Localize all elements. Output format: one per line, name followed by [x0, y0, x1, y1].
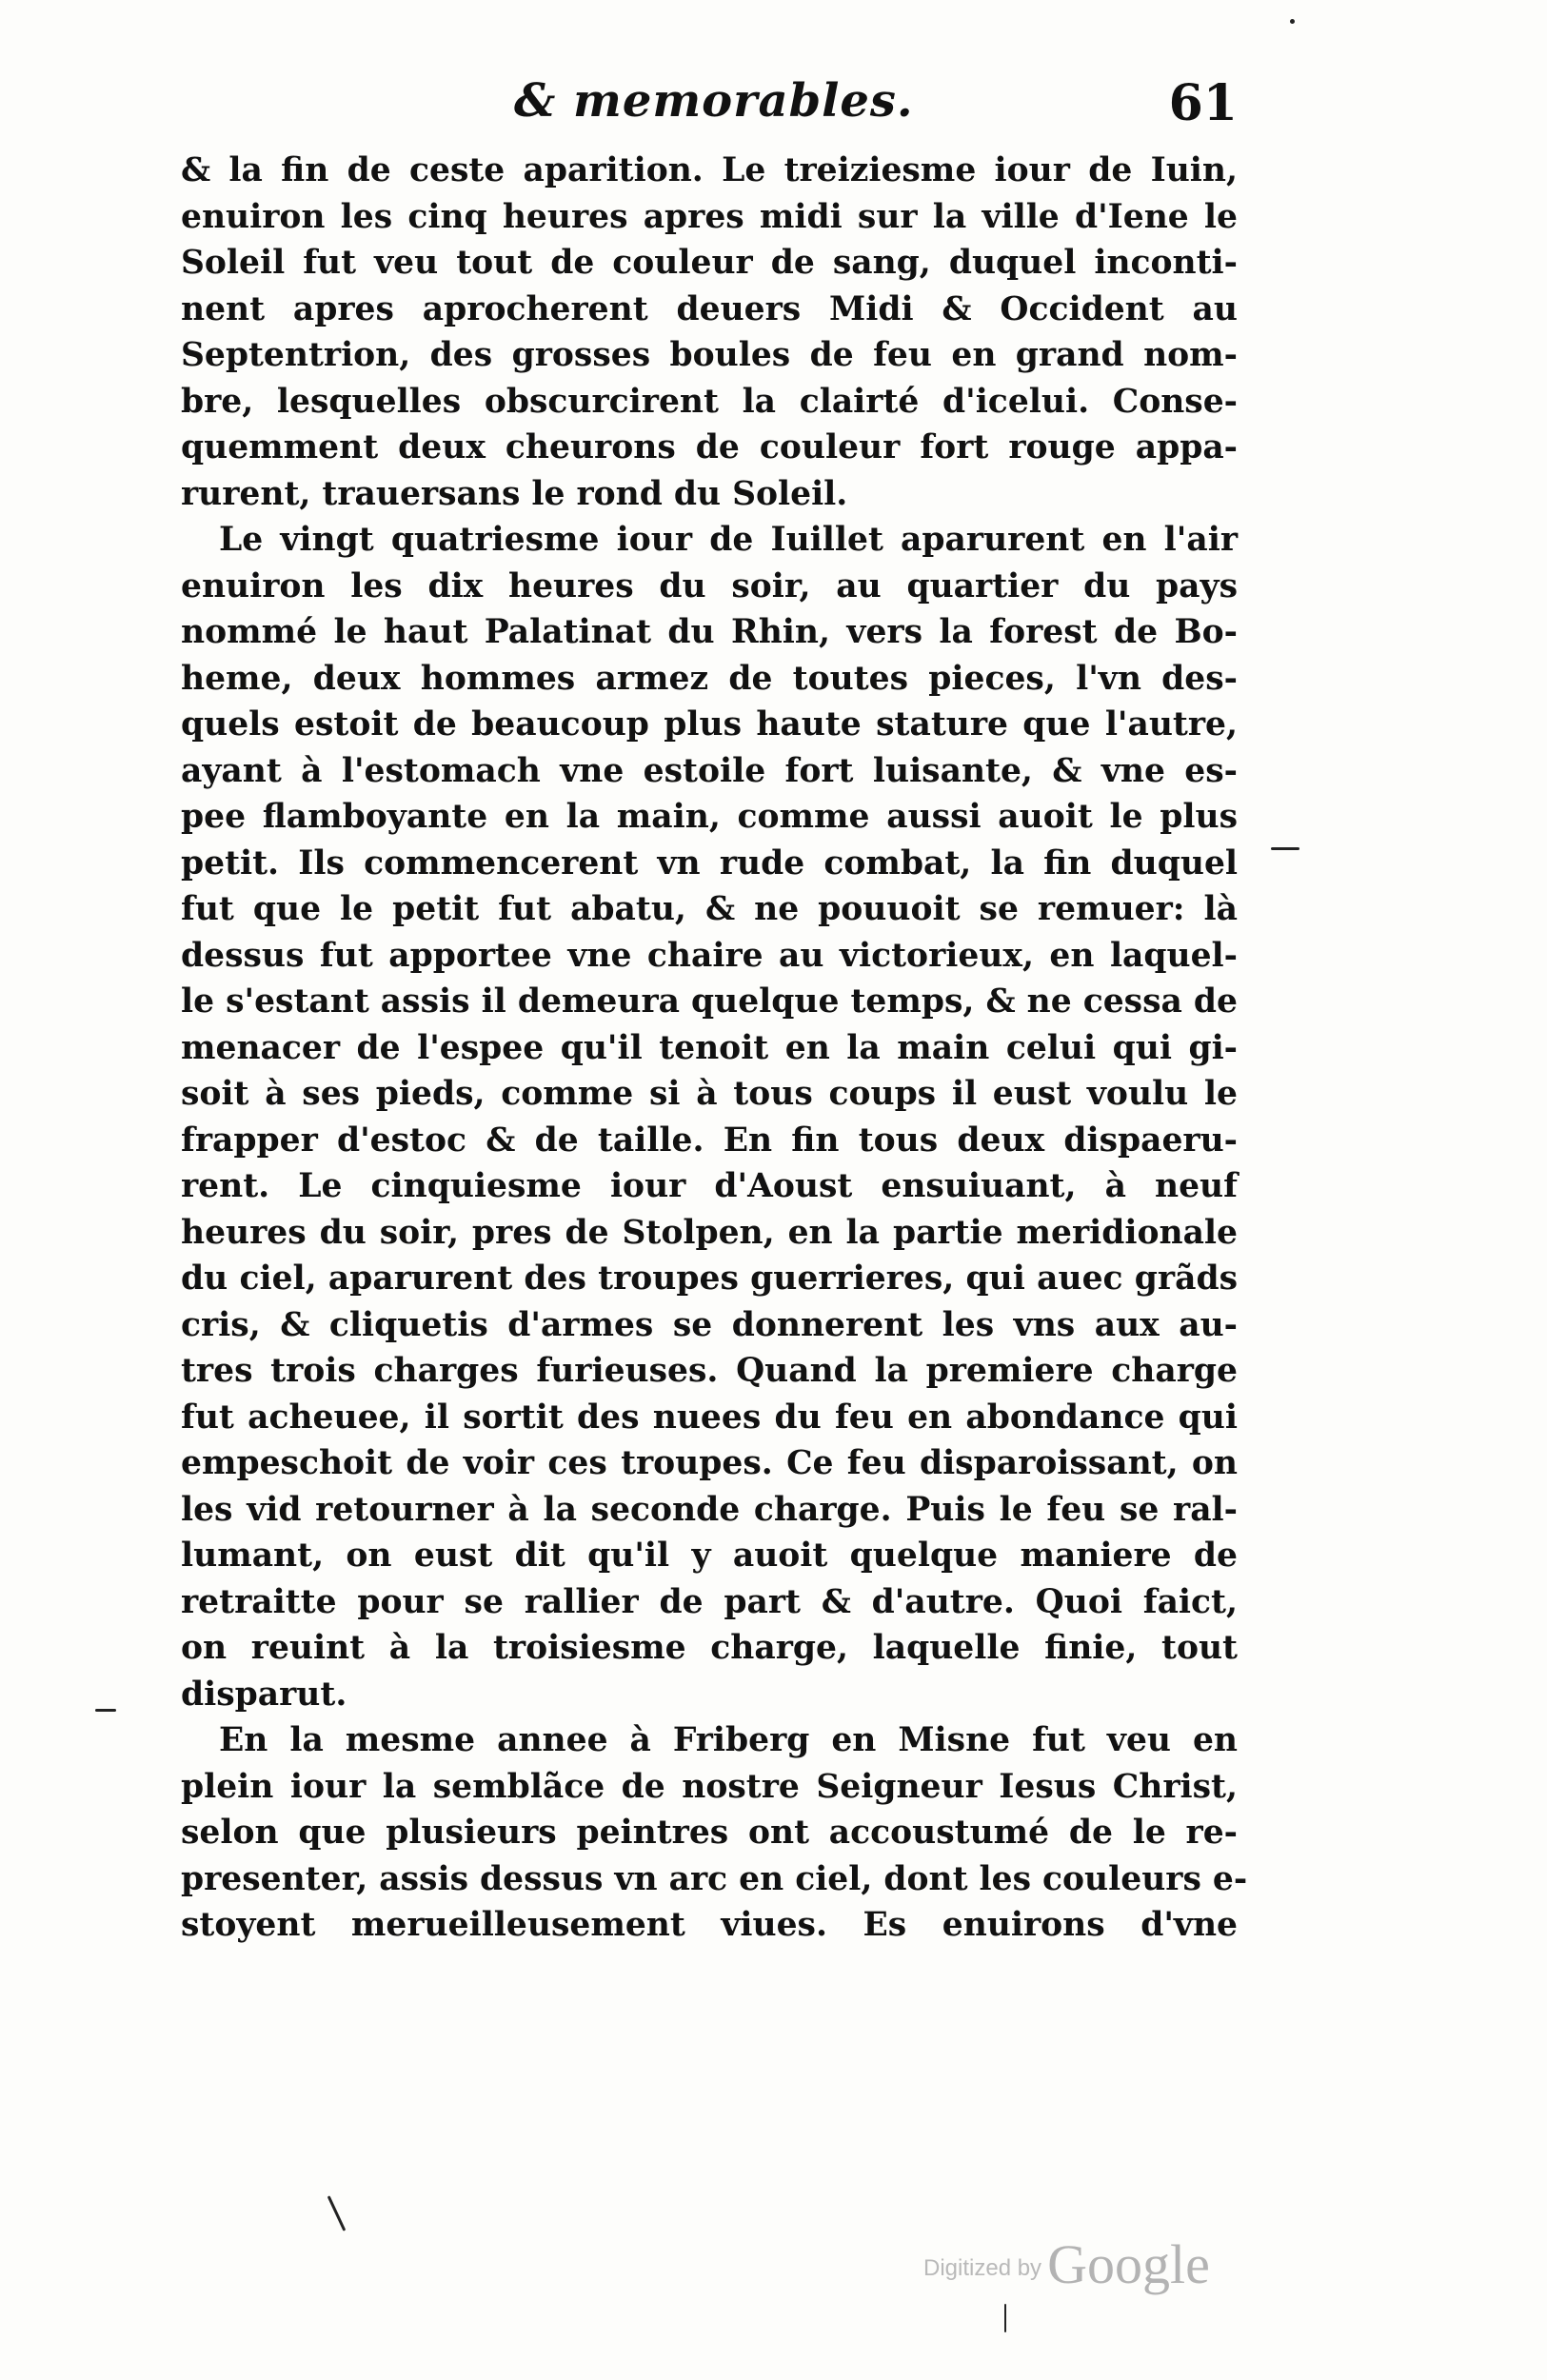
text-line: rurent, trauersans le rond du Soleil.: [181, 474, 848, 513]
text-line: dessus fut apportee vne chaire au victorieux, en laquel-: [181, 936, 1238, 975]
text-line: tres trois charges furieuses. Quand la premiere charge: [181, 1352, 1238, 1390]
text-line: du ciel, aparurent des troupes guerrieres, qui auec grãds: [181, 1259, 1238, 1298]
running-title: & memorables.: [514, 74, 914, 128]
text-line: Le vingt quatriesme iour de Iuillet aparurent en l'air: [219, 521, 1238, 559]
text-line: Soleil fut veu tout de couleur de sang, duquel inconti-: [181, 244, 1238, 282]
text-line: lumant, on eust dit qu'il y auoit quelque maniere de: [181, 1537, 1238, 1575]
scan-speck: [327, 2195, 347, 2231]
scan-speck: [1271, 847, 1299, 850]
text-line: heme, deux hommes armez de toutes pieces, l'vn des-: [181, 659, 1238, 698]
text-line: les vid retourner à la seconde charge. Puis le feu se ral-: [181, 1490, 1238, 1529]
text-line: le s'estant assis il demeura quelque temps, & ne cessa de: [181, 982, 1238, 1021]
text-line: pee flamboyante en la main, comme aussi auoit le plus: [181, 798, 1238, 836]
text-line: on reuint à la troisiesme charge, laquelle finie, tout: [181, 1629, 1238, 1667]
text-line: heures du soir, pres de Stolpen, en la partie meridionale: [181, 1213, 1238, 1252]
text-line: nent apres aprocherent deuers Midi & Occident au: [181, 289, 1238, 328]
text-line: quels estoit de beaucoup plus haute stature que l'autre,: [181, 705, 1238, 744]
text-line: menacer de l'espee qu'il tenoit en la main celui qui gi-: [181, 1028, 1238, 1067]
text-line: soit à ses pieds, comme si à tous coups il eust voulu le: [181, 1075, 1238, 1113]
text-line: & la fin de ceste aparition. Le treiziesme iour de Iuin,: [181, 151, 1238, 189]
text-line: ayant à l'estomach vne estoile fort luisante, & vne es-: [181, 751, 1238, 790]
text-line: cris, & cliquetis d'armes se donnerent les vns aux au-: [181, 1305, 1238, 1344]
text-line: quemment deux cheurons de couleur fort rouge appa-: [181, 428, 1238, 466]
text-line: frapper d'estoc & de taille. En fin tous deux dispaeru-: [181, 1121, 1238, 1160]
text-line: petit. Ils commencerent vn rude combat, la fin duquel: [181, 843, 1238, 883]
watermark-prefix: Digitized by: [923, 2255, 1042, 2281]
text-line: stoyent merueilleusement viues. Es enuirons d'vne: [181, 1906, 1238, 1944]
page-header: [181, 74, 1238, 150]
text-line: En la mesme annee à Friberg en Misne fut veu en: [219, 1721, 1238, 1759]
google-logo: Google: [1047, 2233, 1210, 2295]
text-line: bre, lesquelles obscurcirent la clairté d'icelui. Conse-: [181, 382, 1238, 421]
text-line: enuiron les cinq heures apres midi sur la ville d'Iene le: [181, 197, 1238, 236]
text-line: plein iour la semblãce de nostre Seigneur Iesus Christ,: [181, 1767, 1238, 1806]
text-line: selon que plusieurs peintres ont accoustumé de le re-: [181, 1814, 1238, 1852]
digitized-watermark: [923, 2232, 1210, 2296]
text-line: disparut.: [181, 1675, 347, 1714]
scan-speck: [1290, 19, 1295, 24]
text-line: rent. Le cinquiesme iour d'Aoust ensuiuant, à neuf: [181, 1167, 1238, 1205]
body-text: [181, 148, 1248, 1949]
text-line: enuiron les dix heures du soir, au quartier du pays: [181, 566, 1238, 605]
text-line: nommé le haut Palatinat du Rhin, vers la forest de Bo-: [181, 613, 1238, 651]
text-line: retraitte pour se rallier de part & d'autre. Quoi faict,: [181, 1582, 1238, 1621]
text-line: empeschoit de voir ces troupes. Ce feu disparoissant, on: [181, 1444, 1238, 1482]
text-line: Septentrion, des grosses boules de feu en grand nom-: [181, 336, 1238, 374]
text-line: fut que le petit fut abatu, & ne pouuoit se remuer: là: [181, 890, 1238, 928]
scan-speck: [95, 1709, 116, 1712]
scan-speck: [1004, 2304, 1006, 2332]
text-line: presenter, assis dessus vn arc en ciel, dont les couleurs e-: [181, 1859, 1248, 1898]
page-number: 61: [1168, 74, 1238, 132]
text-line: fut acheuee, il sortit des nuees du feu en abondance qui: [181, 1398, 1238, 1437]
